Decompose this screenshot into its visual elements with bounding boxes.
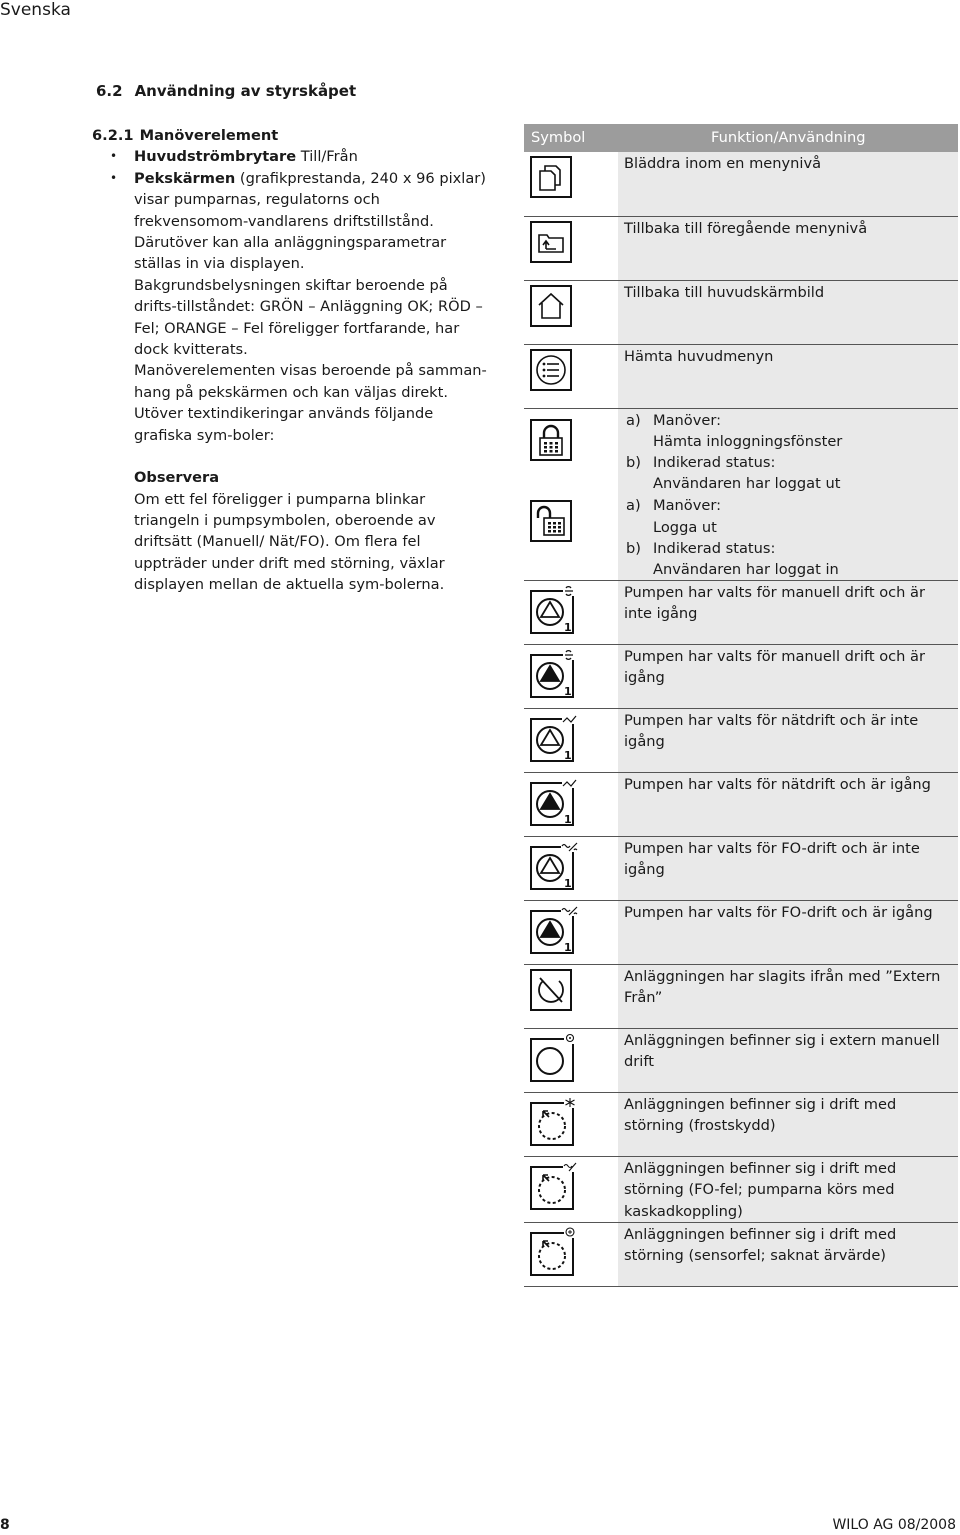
option-detail: Logga ut xyxy=(653,518,717,536)
table-row xyxy=(524,965,958,1029)
external-off-icon xyxy=(530,969,572,1011)
option-label: a) xyxy=(626,411,641,429)
column-header-function: Funktion/Användning xyxy=(618,124,958,152)
table-cell-text: Anläggningen befinner sig i extern manuell drift xyxy=(618,1029,958,1093)
pump-manual-running-icon xyxy=(530,649,580,699)
table-cell-text xyxy=(618,408,958,494)
option-text: Manöver: xyxy=(653,497,721,515)
bullet-list xyxy=(108,146,492,274)
pump-number: 1 xyxy=(564,621,572,635)
observe-heading: Observera xyxy=(134,469,220,487)
table-row xyxy=(524,837,958,901)
table-row xyxy=(524,344,958,408)
folder-back-icon xyxy=(530,221,572,263)
table-row xyxy=(524,709,958,773)
pump-number: 1 xyxy=(564,813,572,827)
pump-mains-running-icon xyxy=(530,777,580,827)
option-b xyxy=(626,538,950,559)
left-column xyxy=(92,125,492,596)
option-text: Manöver: xyxy=(653,411,721,429)
table-row xyxy=(524,408,958,494)
subsection-title-text: Manöverelement xyxy=(139,127,279,144)
fault-fo-icon xyxy=(530,1161,580,1211)
section-number: 6.2 xyxy=(96,82,123,100)
pump-fo-stopped-icon xyxy=(530,841,580,891)
table-cell-text: Anläggningen befinner sig i drift med störning (sensorfel; saknat ärvärde) xyxy=(618,1222,958,1286)
pump-fo-running-icon xyxy=(530,905,580,955)
table-row xyxy=(524,1222,958,1286)
table-row xyxy=(524,1157,958,1223)
option-text: Indikerad status: xyxy=(653,539,776,557)
bullet-bold: Huvudströmbrytare xyxy=(134,148,297,166)
table-row xyxy=(524,1029,958,1093)
bullet-text: (grafikprestanda, 240 x 96 pixlar) visar pumparnas, regulatorns och frekvensomom-vandlarens driftstillstånd. Därutöver kan alla anläggningsparametrar ställas in via displayen. xyxy=(134,169,486,273)
paragraph: Manöverelementen visas beroende på samman-hang på pekskärmen och kan väljas direkt. Utöver textindikeringar används följande grafiska sym-boler: xyxy=(134,362,487,444)
pump-number: 1 xyxy=(564,941,572,955)
bullet-item xyxy=(108,168,492,275)
table-cell-text: Pumpen har valts för FO-drift och är igång xyxy=(618,901,958,965)
bullet-item xyxy=(108,146,492,167)
lock-closed-icon xyxy=(530,419,572,461)
option-detail: Användaren har loggat in xyxy=(653,560,839,578)
section-title xyxy=(96,82,356,100)
table-cell-text: Pumpen har valts för FO-drift och är inte igång xyxy=(618,837,958,901)
section-title-text: Användning av styrskåpet xyxy=(134,82,357,100)
paragraph: Bakgrundsbelysningen skiftar beroende på drifts-tillståndet: GRÖN – Anläggning OK; RÖD – Fel; ORANGE – Fel föreligger fortfarande, har dock kvitterats. xyxy=(134,276,483,359)
column-header-symbol: Symbol xyxy=(524,124,618,152)
table-cell-text: Pumpen har valts för nätdrift och är igång xyxy=(618,773,958,837)
pump-mains-stopped-icon xyxy=(530,713,580,763)
home-icon xyxy=(530,285,572,327)
option-b xyxy=(626,452,950,473)
pump-number: 1 xyxy=(564,749,572,763)
option-detail: Hämta inloggningsfönster xyxy=(653,432,843,450)
pages-icon xyxy=(530,156,572,198)
option-label: b) xyxy=(626,453,641,471)
lock-open-icon xyxy=(530,500,572,542)
language-label: Svenska xyxy=(0,0,71,20)
fault-frost-icon xyxy=(530,1097,580,1147)
subsection-title xyxy=(92,125,492,146)
menu-list-icon xyxy=(530,349,572,391)
table-cell-text xyxy=(618,494,958,580)
option-a xyxy=(626,410,950,431)
footer-brand: WILO AG 08/2008 xyxy=(832,1517,956,1533)
symbol-table xyxy=(524,124,958,1287)
table-row xyxy=(524,901,958,965)
external-manual-icon xyxy=(530,1033,580,1083)
table-cell-text: Hämta huvudmenyn xyxy=(618,344,958,408)
bullet-text: Till/Från xyxy=(296,148,358,166)
option-label: b) xyxy=(626,539,641,557)
table-row xyxy=(524,280,958,344)
bullet-bold: Pekskärmen xyxy=(134,169,236,187)
table-cell-text: Anläggningen har slagits ifrån med ”Extern Från” xyxy=(618,965,958,1029)
table-cell-text: Bläddra inom en menynivå xyxy=(618,152,958,216)
page-number: 8 xyxy=(0,1517,10,1533)
option-label: a) xyxy=(626,497,641,515)
table-cell-text: Anläggningen befinner sig i drift med störning (frostskydd) xyxy=(618,1093,958,1157)
subsection-number: 6.2.1 xyxy=(92,127,134,144)
option-a xyxy=(626,495,950,516)
table-row xyxy=(524,645,958,709)
observe-text: Om ett fel föreligger i pumparna blinkar triangeln i pumpsymbolen, oberoende av driftsätt (Manuell/ Nät/FO). Om flera fel uppträder under drift med störning, växlar displayen mellan de aktuella sym-bolerna. xyxy=(134,490,445,594)
pump-number: 1 xyxy=(564,877,572,891)
table-cell-text: Tillbaka till huvudskärmbild xyxy=(618,280,958,344)
table-row xyxy=(524,773,958,837)
table-row xyxy=(524,152,958,216)
table-cell-text: Tillbaka till föregående menynivå xyxy=(618,216,958,280)
table-row xyxy=(524,1093,958,1157)
fault-sensor-icon xyxy=(530,1227,580,1277)
table-cell-text: Pumpen har valts för nätdrift och är inte igång xyxy=(618,709,958,773)
option-text: Indikerad status: xyxy=(653,453,776,471)
table-row xyxy=(524,216,958,280)
option-detail: Användaren har loggat ut xyxy=(653,475,841,493)
table-row xyxy=(524,494,958,580)
table-cell-text: Pumpen har valts för manuell drift och är igång xyxy=(618,645,958,709)
table-cell-text: Pumpen har valts för manuell drift och är inte igång xyxy=(618,581,958,645)
table-row xyxy=(524,581,958,645)
table-cell-text: Anläggningen befinner sig i drift med störning (FO-fel; pumparna körs med kaskadkoppling) xyxy=(618,1157,958,1223)
pump-manual-stopped-icon xyxy=(530,585,580,635)
pump-number: 1 xyxy=(564,685,572,699)
